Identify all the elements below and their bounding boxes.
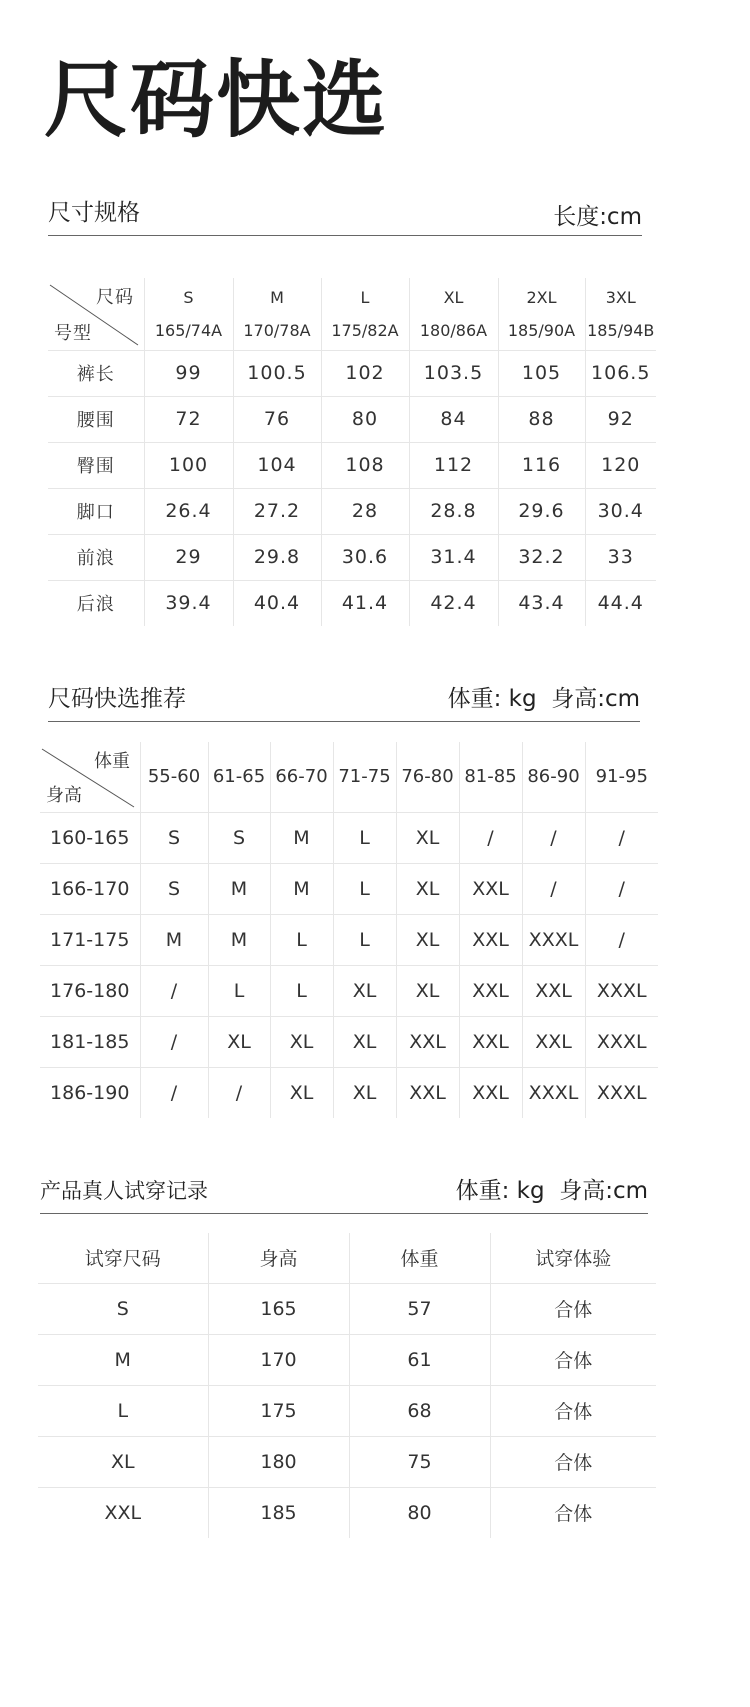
size-code: 185/94B — [587, 320, 655, 340]
tryon-cell: 合体 — [490, 1283, 656, 1334]
size-code: 165/74A — [154, 320, 223, 340]
table-row — [38, 1334, 656, 1385]
measure-value: 84 — [409, 396, 498, 442]
measure-value: 72 — [144, 396, 233, 442]
height-label: 176-180 — [40, 965, 140, 1016]
measure-value: 120 — [585, 442, 656, 488]
tryon-cell: 合体 — [490, 1334, 656, 1385]
tryon-cell: 61 — [349, 1334, 490, 1385]
recommended-size: XXXL — [585, 965, 658, 1016]
measure-value: 41.4 — [321, 580, 409, 626]
recommended-size: XXXL — [596, 1081, 647, 1104]
size-header-cell — [409, 278, 498, 350]
size-code: 180/86A — [419, 320, 488, 340]
height-label: 171-175 — [40, 914, 140, 965]
measure-value: 33 — [585, 534, 656, 580]
weight-header-cell: 71-75 — [333, 742, 396, 812]
recommended-size: / — [585, 812, 658, 863]
measure-value: 92 — [585, 396, 656, 442]
tryon-unit: 体重: kg 身高:cm — [455, 1178, 648, 1204]
tryon-header-cell: 体重 — [349, 1233, 490, 1283]
tryon-cell: 185 — [208, 1487, 349, 1538]
tryon-cell: 170 — [208, 1334, 349, 1385]
height-label: 186-190 — [40, 1067, 140, 1118]
recommended-size: S — [140, 863, 208, 914]
table-row — [48, 534, 656, 580]
weight-header-cell: 61-65 — [208, 742, 270, 812]
spec-heading: 尺寸规格 — [48, 200, 140, 226]
size-spec-table — [48, 278, 656, 626]
corner-bottom-label: 身高 — [46, 784, 82, 806]
measure-value: 108 — [321, 442, 409, 488]
table-row — [48, 350, 656, 396]
tryon-cell: 合体 — [490, 1436, 656, 1487]
size-label: 3XL — [605, 287, 636, 307]
recommended-size: XXL — [396, 1067, 459, 1118]
tryon-cell: 80 — [349, 1487, 490, 1538]
recommended-size: L — [333, 914, 396, 965]
size-label: 2XL — [526, 287, 557, 307]
measure-label: 后浪 — [48, 580, 144, 626]
measure-value: 30.4 — [585, 488, 656, 534]
tryon-header-cell: 试穿体验 — [490, 1233, 656, 1283]
recommended-size: L — [270, 914, 333, 965]
size-recommend-table — [40, 742, 658, 1118]
measure-value: 103.5 — [409, 350, 498, 396]
recommended-size: / — [459, 812, 522, 863]
recommended-size: L — [208, 965, 270, 1016]
weight-header-cell: 66-70 — [270, 742, 333, 812]
weight-header-cell: 91-95 — [585, 742, 658, 812]
recommended-size: XXL — [459, 965, 522, 1016]
measure-value: 39.4 — [144, 580, 233, 626]
measure-value: 102 — [321, 350, 409, 396]
tryon-cell: 68 — [349, 1385, 490, 1436]
measure-label: 臀围 — [48, 442, 144, 488]
diagonal-header — [40, 743, 138, 811]
tryon-header-cell: 身高 — [208, 1233, 349, 1283]
recommended-size: L — [333, 812, 396, 863]
recommended-size: XL — [396, 965, 459, 1016]
recommended-size: XL — [333, 1016, 396, 1067]
measure-value: 40.4 — [233, 580, 321, 626]
tryon-cell: 75 — [349, 1436, 490, 1487]
tryon-cell: 合体 — [554, 1503, 593, 1526]
table-row — [38, 1487, 656, 1538]
recommended-size: S — [208, 812, 270, 863]
measure-value: 100.5 — [233, 350, 321, 396]
tryon-cell: XXL — [38, 1487, 208, 1538]
measure-value: 112 — [409, 442, 498, 488]
recommend-header-row — [40, 742, 658, 812]
recommended-size: M — [270, 863, 333, 914]
tryon-cell: 合体 — [490, 1385, 656, 1436]
table-row — [38, 1283, 656, 1334]
recommended-size: / — [522, 812, 585, 863]
recommended-size: / — [140, 1016, 208, 1067]
measure-label: 前浪 — [48, 534, 144, 580]
weight-header-cell: 55-60 — [140, 742, 208, 812]
recommended-size: XL — [396, 863, 459, 914]
table-row — [48, 396, 656, 442]
size-code: 170/78A — [243, 320, 311, 340]
tryon-cell: M — [38, 1334, 208, 1385]
table-row — [40, 1067, 658, 1118]
weight-header-cell: 76-80 — [396, 742, 459, 812]
size-header-cell — [585, 278, 656, 350]
recommended-size: M — [270, 812, 333, 863]
weight-header-cell: 86-90 — [522, 742, 585, 812]
recommended-size: XXL — [522, 965, 585, 1016]
tryon-table — [38, 1233, 656, 1538]
spec-corner-cell — [48, 278, 144, 350]
measure-value: 30.6 — [321, 534, 409, 580]
recommended-size: / — [585, 863, 658, 914]
table-row — [38, 1436, 656, 1487]
measure-value: 80 — [321, 396, 409, 442]
measure-value: 76 — [233, 396, 321, 442]
tryon-cell: 180 — [208, 1436, 349, 1487]
measure-value: 116 — [498, 442, 585, 488]
measure-value: 88 — [498, 396, 585, 442]
recommend-unit: 体重: kg 身高:cm — [447, 686, 640, 712]
diagonal-header — [48, 279, 142, 349]
size-header-cell — [321, 278, 409, 350]
recommended-size: XXL — [459, 914, 522, 965]
table-row — [40, 965, 658, 1016]
recommended-size: L — [270, 965, 333, 1016]
table-row — [40, 863, 658, 914]
recommended-size: XL — [270, 1016, 333, 1067]
corner-top-label: 体重 — [94, 750, 130, 772]
recommended-size: / — [522, 863, 585, 914]
size-header-cell — [144, 278, 233, 350]
size-label: S — [183, 287, 194, 307]
recommend-corner-cell — [40, 742, 140, 812]
measure-value: 106.5 — [585, 350, 656, 396]
tryon-cell: 57 — [349, 1283, 490, 1334]
measure-value: 44.4 — [597, 592, 644, 615]
spec-unit: 长度:cm — [553, 204, 642, 230]
measure-value: 32.2 — [498, 534, 585, 580]
recommended-size: M — [208, 914, 270, 965]
recommended-size: XXL — [459, 1067, 522, 1118]
recommended-size: / — [585, 914, 658, 965]
recommended-size: / — [140, 965, 208, 1016]
tryon-cell: XL — [38, 1436, 208, 1487]
tryon-cell: L — [38, 1385, 208, 1436]
recommended-size: XXL — [459, 863, 522, 914]
spec-header-row — [48, 278, 656, 350]
corner-top-label: 尺码 — [96, 286, 134, 308]
recommended-size: XXXL — [522, 1067, 585, 1118]
recommended-size: XL — [333, 965, 396, 1016]
table-row — [48, 442, 656, 488]
table-row — [48, 488, 656, 534]
height-label: 166-170 — [40, 863, 140, 914]
measure-label: 裤长 — [48, 350, 144, 396]
recommend-section-header — [48, 680, 640, 722]
size-header-cell — [498, 278, 585, 350]
height-label: 160-165 — [40, 812, 140, 863]
measure-value: 29.8 — [233, 534, 321, 580]
measure-value: 28.8 — [409, 488, 498, 534]
spec-section-header — [48, 194, 642, 236]
tryon-header-row — [38, 1233, 656, 1283]
measure-value: 28 — [321, 488, 409, 534]
tryon-cell: 165 — [208, 1283, 349, 1334]
recommended-size: XL — [396, 914, 459, 965]
table-row — [40, 812, 658, 863]
measure-label: 脚口 — [48, 488, 144, 534]
measure-value: 27.2 — [233, 488, 321, 534]
height-label: 181-185 — [40, 1016, 140, 1067]
recommended-size: XXL — [522, 1016, 585, 1067]
tryon-cell: 175 — [208, 1385, 349, 1436]
measure-value: 104 — [233, 442, 321, 488]
tryon-section-header — [40, 1172, 648, 1214]
tryon-heading: 产品真人试穿记录 — [40, 1179, 208, 1203]
tryon-cell: S — [38, 1283, 208, 1334]
table-row — [40, 1016, 658, 1067]
recommended-size: XL — [396, 812, 459, 863]
measure-value: 31.4 — [409, 534, 498, 580]
table-row — [40, 914, 658, 965]
table-row — [38, 1385, 656, 1436]
recommended-size: XL — [270, 1067, 333, 1118]
size-label: M — [270, 287, 284, 307]
recommended-size: XL — [333, 1067, 396, 1118]
size-code: 185/90A — [507, 320, 576, 340]
corner-bottom-label: 号型 — [54, 322, 92, 344]
recommended-size: XL — [208, 1016, 270, 1067]
recommended-size: XXL — [396, 1016, 459, 1067]
page-title: 尺码快选 — [44, 51, 389, 149]
recommended-size: S — [140, 812, 208, 863]
table-row — [48, 580, 656, 626]
recommended-size: / — [208, 1067, 270, 1118]
measure-value: 43.4 — [498, 580, 585, 626]
tryon-header-cell: 试穿尺码 — [38, 1233, 208, 1283]
measure-value: 100 — [144, 442, 233, 488]
measure-value: 105 — [498, 350, 585, 396]
recommended-size: L — [333, 863, 396, 914]
measure-value: 29.6 — [498, 488, 585, 534]
measure-value: 26.4 — [144, 488, 233, 534]
recommend-heading: 尺码快选推荐 — [48, 686, 186, 712]
weight-header-cell: 81-85 — [459, 742, 522, 812]
size-header-cell — [233, 278, 321, 350]
recommended-size: XXXL — [585, 1016, 658, 1067]
recommended-size: / — [140, 1067, 208, 1118]
recommended-size: XXL — [459, 1016, 522, 1067]
measure-value: 29 — [144, 534, 233, 580]
measure-label: 腰围 — [48, 396, 144, 442]
size-label: L — [360, 287, 370, 307]
size-code: 175/82A — [331, 320, 399, 340]
size-label: XL — [443, 287, 464, 307]
recommended-size: XXXL — [522, 914, 585, 965]
measure-value: 42.4 — [409, 580, 498, 626]
measure-value: 99 — [144, 350, 233, 396]
recommended-size: M — [208, 863, 270, 914]
recommended-size: M — [140, 914, 208, 965]
